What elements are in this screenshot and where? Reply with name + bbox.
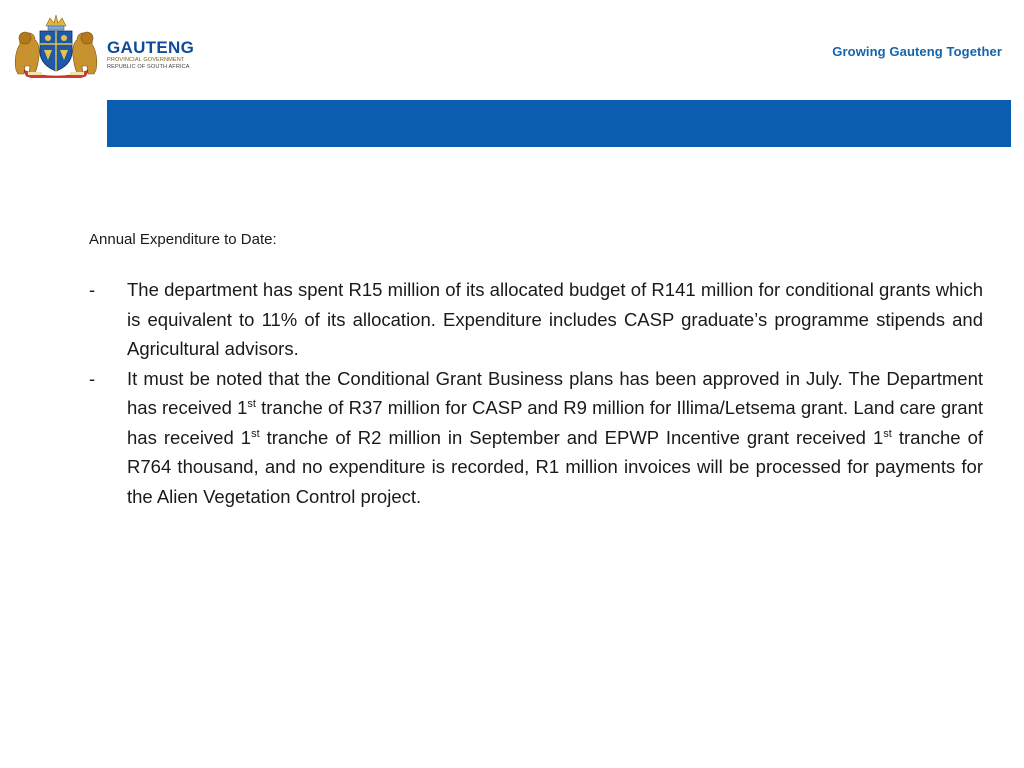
ordinal-suffix: st [251, 427, 260, 440]
bullet-item-spending [89, 275, 983, 364]
bullet-list [89, 275, 983, 511]
tagline: Growing Gauteng Together [832, 44, 1002, 59]
coat-of-arms-logo [10, 12, 102, 78]
bullet-text: It must be noted that the Conditional Grant Business plans has been approved in July. The Department has received 1 [127, 367, 983, 418]
brand-subtitle-country: REPUBLIC OF SOUTH AFRICA [107, 64, 190, 70]
slide-content [89, 230, 983, 511]
brand-name: GAUTENG [107, 38, 195, 57]
brand-subtitle-government: PROVINCIAL GOVERNMENT [107, 57, 185, 63]
bullet-marker: - [89, 279, 96, 300]
page-header [0, 0, 1024, 90]
ordinal-suffix: st [247, 398, 256, 410]
ordinal-suffix: st [883, 427, 892, 440]
bullet-marker: - [89, 367, 96, 389]
section-heading: Annual Expenditure to Date: [89, 231, 277, 248]
bullet-text: tranche of R764 thousand, and no expenditure is recorded, R1 million invoices will be processed for payments for the Alien Vegetation Control project. [127, 426, 983, 507]
brand-wordmark [107, 39, 194, 71]
bullet-text: The department has spent R15 million of its allocated budget of R141 million for conditional grants which is equivalent to 11% of its allocation. Expenditure includes CASP graduate’s programme stipends and Agricultural advisors. [127, 279, 983, 359]
bullet-text: tranche of R2 million in September and EPWP Incentive grant received 1 [259, 426, 884, 448]
bullet-text: tranche of R37 million for CASP and R9 million for Illima/Letsema grant. Land care grant has received 1 [127, 397, 984, 448]
title-banner [107, 100, 1011, 147]
bullet-item-grants [89, 364, 983, 512]
